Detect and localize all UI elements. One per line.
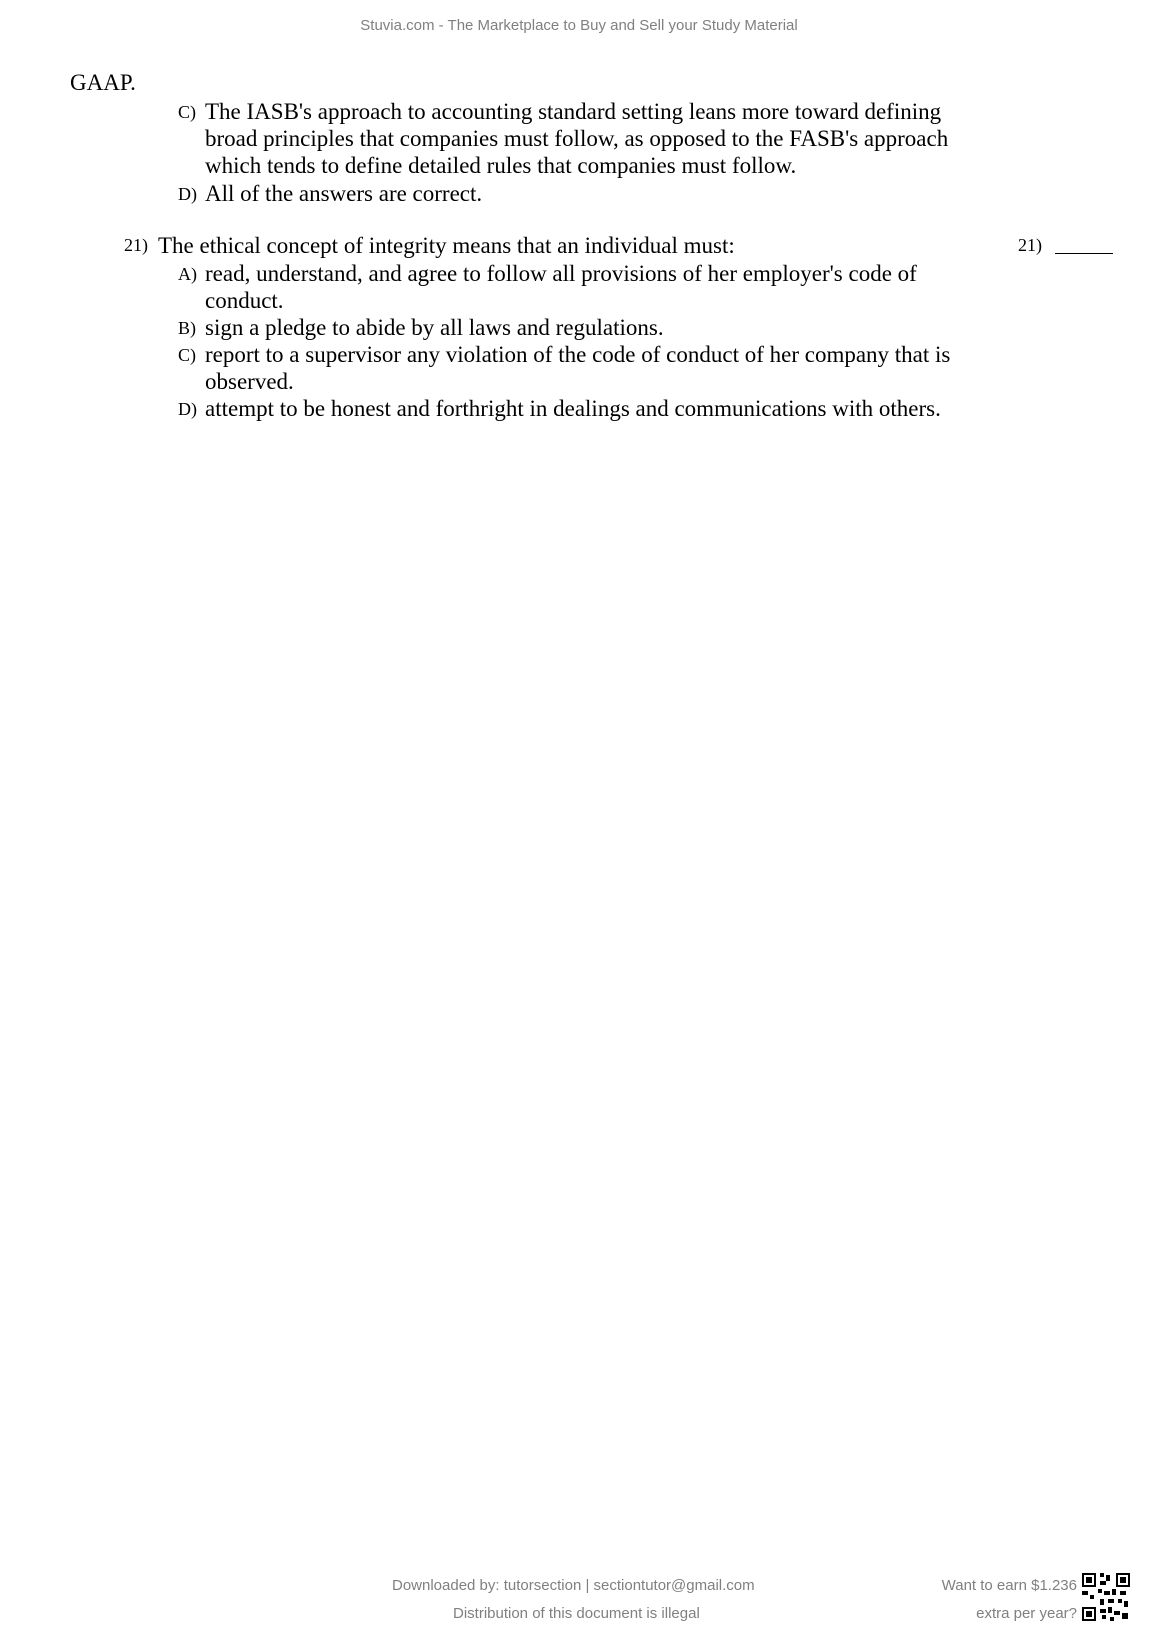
- question-number: 21): [124, 235, 148, 255]
- option-text: [205, 260, 975, 314]
- answer-number: 21): [1018, 235, 1042, 255]
- question-text: The ethical concept of integrity means that an individual must:: [158, 233, 735, 258]
- footer-downloaded-by: Downloaded by: tutorsection | sectiontutor@gmail.com: [392, 1577, 755, 1594]
- option-text: [205, 98, 975, 179]
- option-line: sign a pledge to abide by all laws and regulations.: [205, 315, 664, 340]
- page-header: Stuvia.com - The Marketplace to Buy and Sell your Study Material: [360, 17, 798, 34]
- footer-earn-line2[interactable]: extra per year?: [976, 1605, 1077, 1622]
- footer-earn-line1[interactable]: Want to earn $1.236: [941, 1577, 1077, 1594]
- option-text: [205, 341, 975, 395]
- option-text: [205, 314, 975, 341]
- option-label: B): [178, 318, 196, 338]
- option-line: conduct.: [205, 288, 284, 313]
- answer-blank[interactable]: [1055, 237, 1113, 254]
- option-line: which tends to define detailed rules that companies must follow.: [205, 153, 797, 178]
- option-text: [205, 395, 975, 422]
- option-line: observed.: [205, 369, 294, 394]
- continuation-text: GAAP.: [70, 70, 136, 95]
- option-label: D): [178, 184, 197, 204]
- option-text: [205, 180, 975, 207]
- option-label: D): [178, 399, 197, 419]
- option-line: read, understand, and agree to follow all provisions of her employer's code of: [205, 261, 917, 286]
- option-label: C): [178, 102, 196, 122]
- option-label: A): [178, 264, 197, 284]
- footer-distribution-notice: Distribution of this document is illegal: [453, 1605, 700, 1622]
- option-line: All of the answers are correct.: [205, 181, 483, 206]
- qr-code-icon[interactable]: [1082, 1573, 1130, 1626]
- option-line: attempt to be honest and forthright in dealings and communications with others.: [205, 396, 941, 421]
- option-line: report to a supervisor any violation of the code of conduct of her company that is: [205, 342, 951, 367]
- option-label: C): [178, 345, 196, 365]
- option-line: The IASB's approach to accounting standard setting leans more toward defining: [205, 99, 942, 124]
- option-line: broad principles that companies must follow, as opposed to the FASB's approach: [205, 126, 949, 151]
